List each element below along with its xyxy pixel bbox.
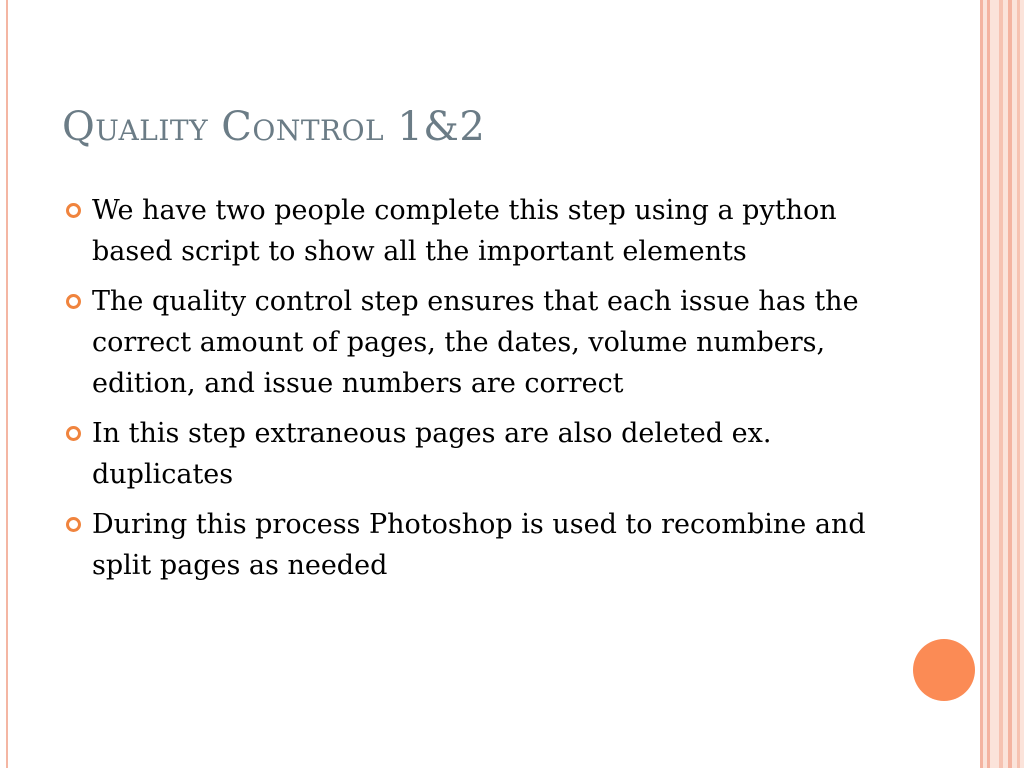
right-border-stripe xyxy=(1008,0,1012,768)
bullet-item xyxy=(62,190,882,272)
bullet-item xyxy=(62,413,882,495)
bullet-item xyxy=(62,504,882,586)
right-border-stripe xyxy=(987,0,990,768)
right-border-stripe xyxy=(980,0,983,768)
bullet-text: During this process Photoshop is used to recombine and split pages as needed xyxy=(92,509,866,581)
right-border-stripe xyxy=(999,0,1003,768)
circle-bullet-icon xyxy=(66,426,81,441)
bullet-text: The quality control step ensures that each issue has the correct amount of pages, the dates, volume numbers, edition, and issue numbers are correct xyxy=(92,286,859,399)
circle-bullet-icon xyxy=(66,294,81,309)
bullet-list xyxy=(62,190,882,595)
orange-circle-icon xyxy=(913,639,975,701)
left-border-line xyxy=(6,0,8,768)
slide-title: Quality Control 1&2 xyxy=(62,104,486,150)
right-border-stripe xyxy=(1017,0,1020,768)
bullet-text: We have two people complete this step using a python based script to show all the important elements xyxy=(92,195,837,267)
bullet-text: In this step extraneous pages are also deleted ex. duplicates xyxy=(92,418,772,490)
circle-bullet-icon xyxy=(66,517,81,532)
circle-bullet-icon xyxy=(66,203,81,218)
bullet-item xyxy=(62,281,882,404)
